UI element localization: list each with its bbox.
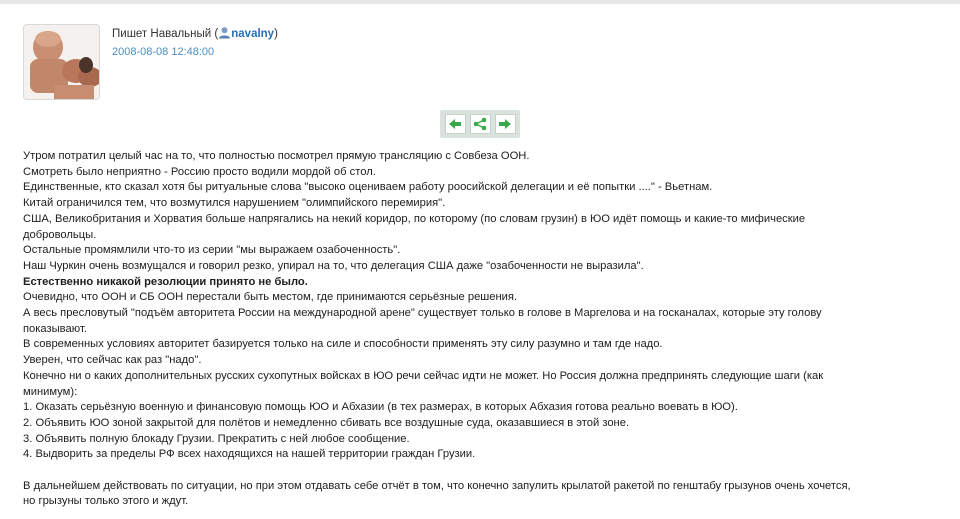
body-line: В современных условиях авторитет базируется только на силе и способности применять эту силу разумно и там где надо.: [23, 338, 663, 351]
share-button[interactable]: [470, 114, 491, 134]
paragraph-gap: [23, 463, 853, 479]
author-suffix: ): [274, 28, 278, 40]
body-line: Единственные, кто сказал хотя бы ритуальные слова "высоко оцениваем работу роосийской делегации и её попытки ...." - Вьетнам.: [23, 181, 713, 194]
user-icon: [218, 26, 231, 43]
body-line: Уверен, что сейчас как раз "надо".: [23, 354, 202, 367]
list-item: 4. Выдворить за пределы РФ всех находящихся на нашей территории граждан Грузии.: [23, 448, 476, 461]
avatar[interactable]: [23, 24, 100, 100]
avatar-image: [24, 25, 99, 99]
list-item: 1. Оказать серьёзную военную и финансовую помощь ЮО и Абхазии (в тех размерах, в которых Абхазия готова реально воевать в ЮО).: [23, 401, 738, 414]
body-line: США, Великобритания и Хорватия больше напрягались на некий коридор, по которому (по словам грузин) в ЮО идёт помощь и какие-то мифические добровольцы.: [23, 212, 806, 241]
body-line: Смотреть было неприятно - Россию просто водили мордой об стол.: [23, 165, 376, 178]
body-line: Китай ограничился тем, что возмутился нарушением "олимпийского перемирия".: [23, 197, 446, 210]
author-prefix: Пишет Навальный (: [112, 28, 219, 40]
body-line: Утром потратил целый час на то, что полностью посмотрел прямую трансляцию с Совбеза ООН.: [23, 150, 530, 162]
body-line: Остальные промямлили что-то из серии "мы выражаем озабоченность".: [23, 244, 401, 257]
post-body: [23, 149, 853, 510]
arrow-left-icon: [448, 118, 462, 130]
body-line: Конечно ни о каких дополнительных русских сухопутных войсках в ЮО речи сейчас идти не может. Но Россия должна предпринять следующие шаги (как минимум):: [23, 369, 824, 398]
next-post-button[interactable]: [495, 114, 516, 134]
arrow-right-icon: [498, 118, 512, 130]
prev-post-button[interactable]: [445, 114, 466, 134]
share-icon: [473, 117, 487, 131]
top-border: [0, 0, 960, 4]
author-line: [112, 26, 278, 43]
post-navigation: [440, 110, 520, 138]
list-item: 2. Объявить ЮО зоной закрытой для полётов и немедленно сбивать все воздушные суда, оказавшиеся в этой зоне.: [23, 416, 630, 429]
username-link[interactable]: navalny: [231, 28, 275, 40]
body-line-bold: Естественно никакой резолюции принято не было.: [23, 275, 308, 288]
body-line: В дальнейшем действовать по ситуации, но при этом отдавать себе отчёт в том, что конечно запулить крылатой ракетой по генштабу грызунов очень хочется, но грызуны только этого и ждут.: [23, 479, 851, 508]
body-line: Очевидно, что ООН и СБ ООН перестали быть местом, где принимаются серьёзные решения.: [23, 291, 518, 304]
post-meta: [112, 26, 278, 58]
body-line: А весь пресловутый "подъём авторитета России на международной арене" существует только в голове в Маргелова и на госканалах, которые эту голову показывают.: [23, 307, 822, 335]
body-line: Наш Чуркин очень возмущался и говорил резко, упирал на то, что делегация США даже "озабоченности не выразила".: [23, 259, 644, 272]
list-item: 3. Объявить полную блокаду Грузии. Прекратить с ней любое сообщение.: [23, 432, 410, 445]
post-date: 2008-08-08 12:48:00: [112, 46, 215, 58]
